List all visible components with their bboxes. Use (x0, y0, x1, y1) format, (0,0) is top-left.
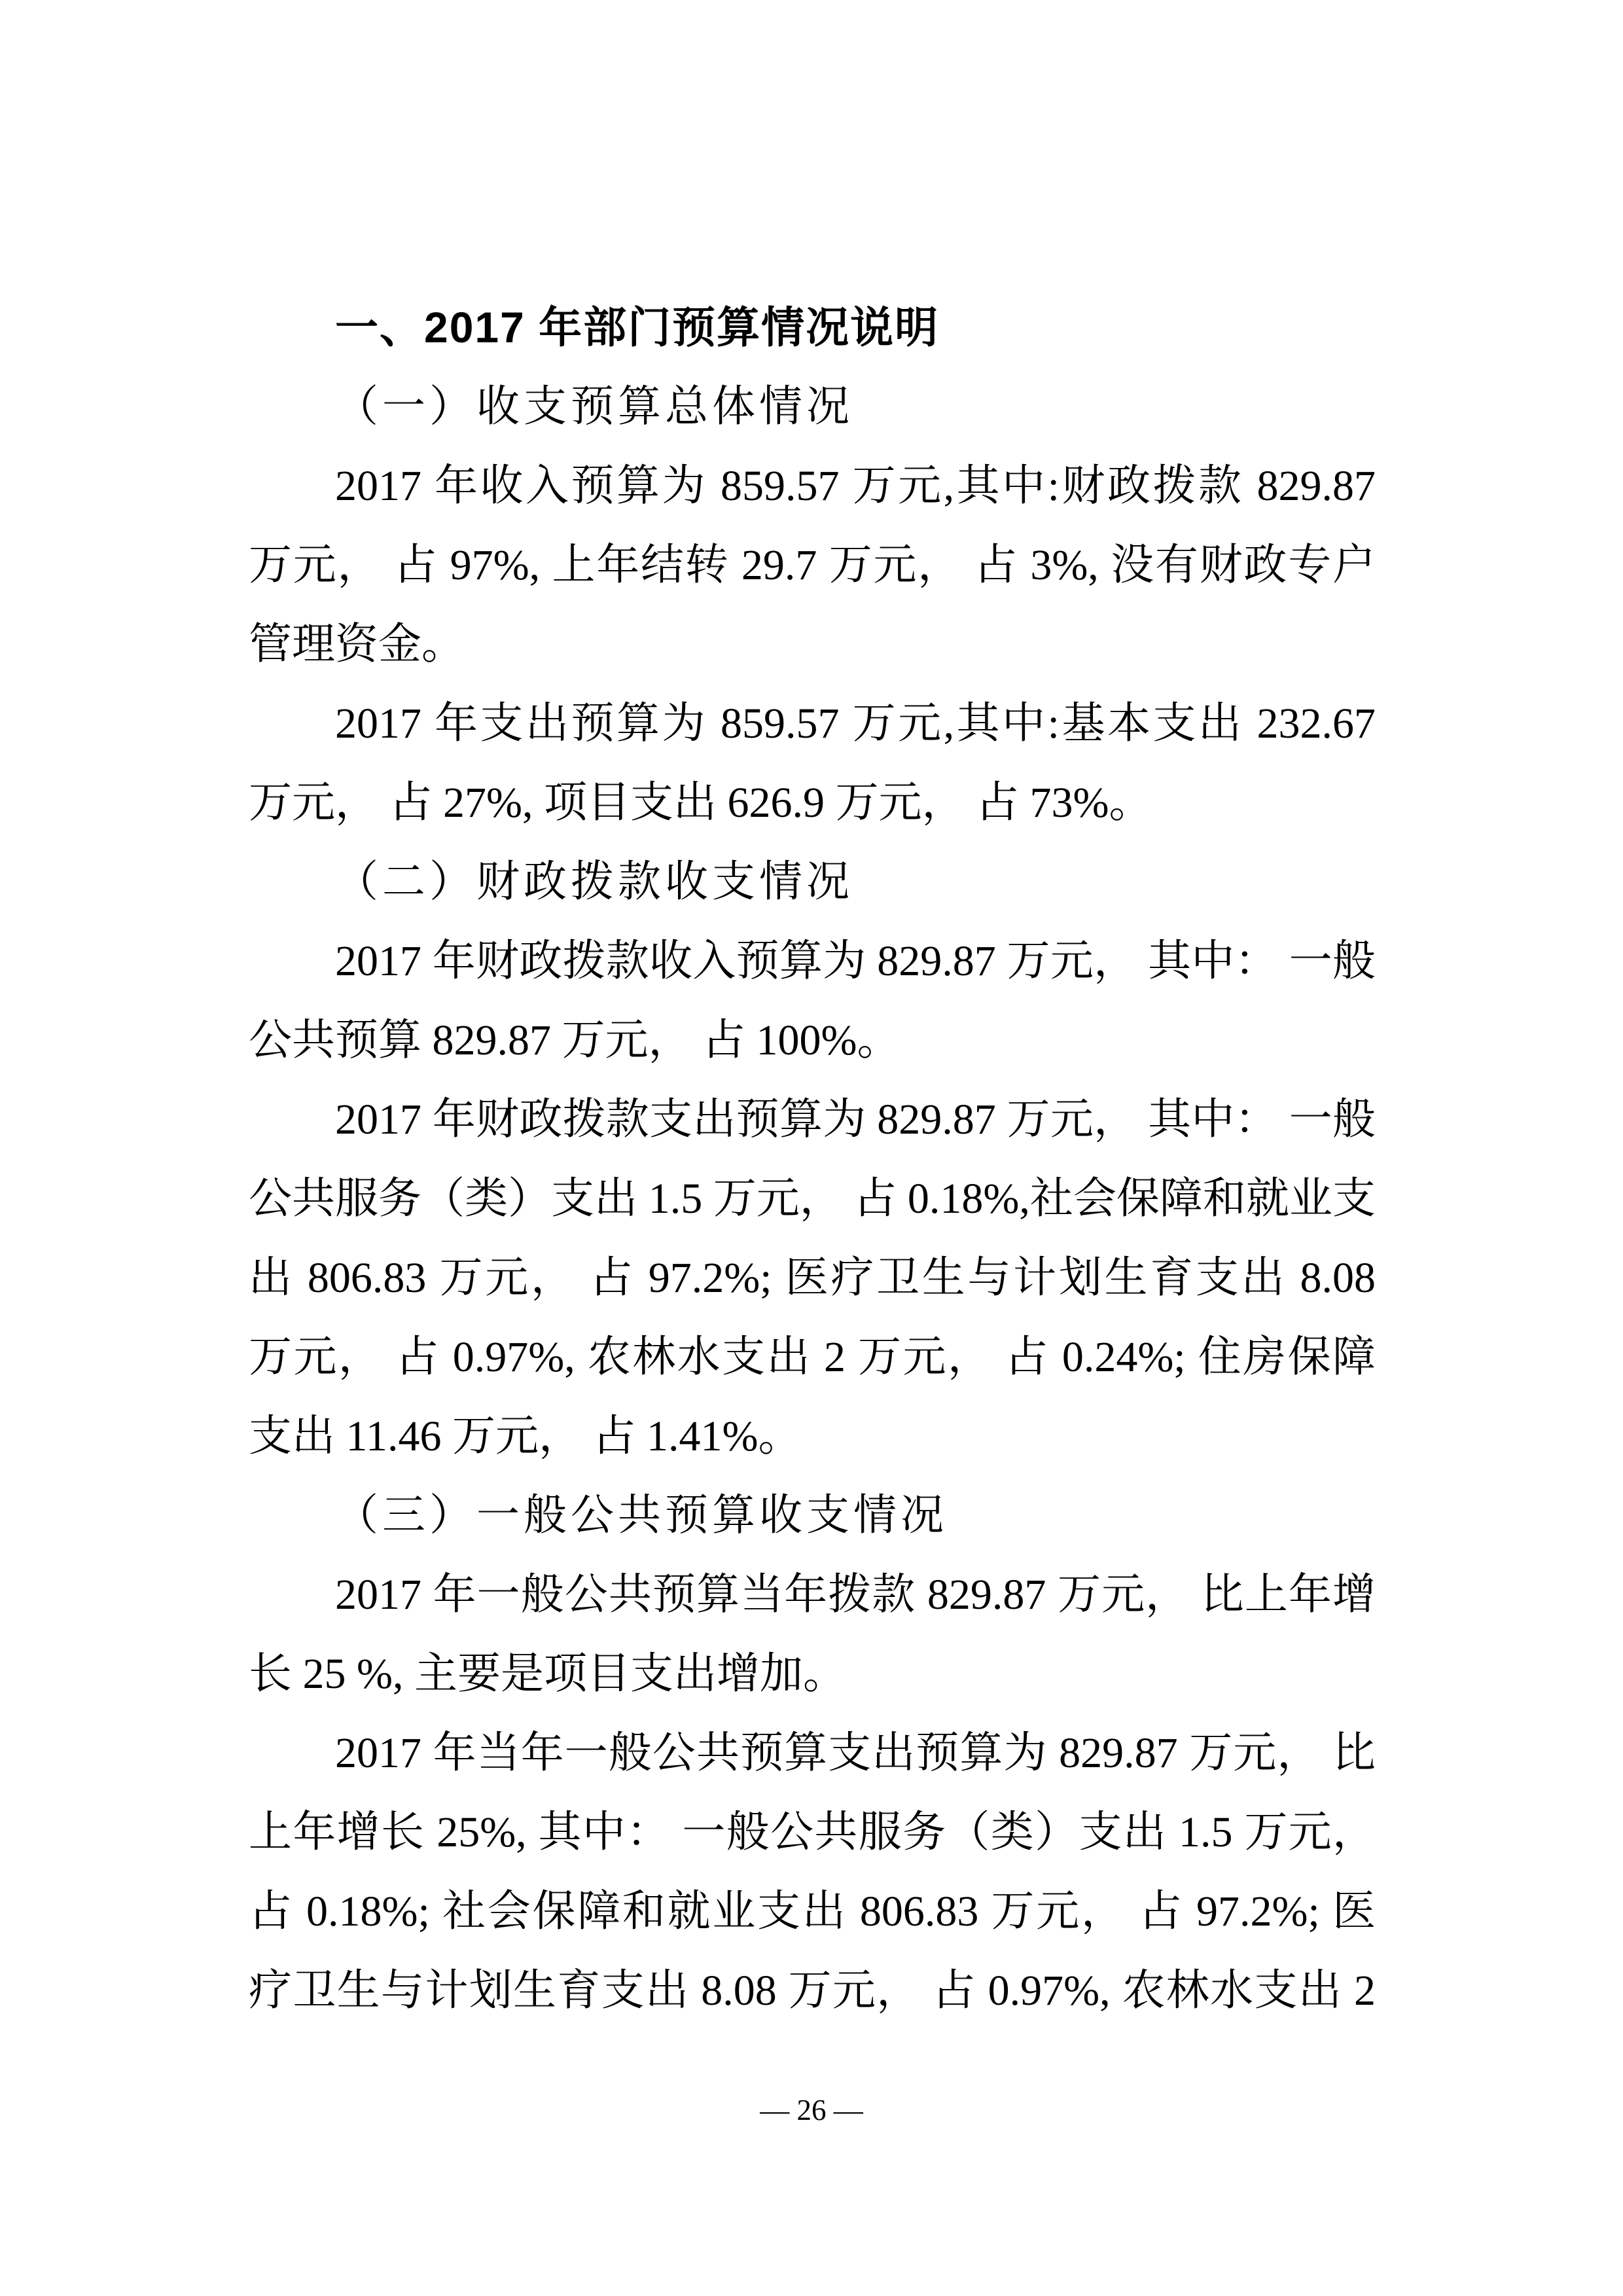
text-line: 万元， 占 27%, 项目支出 626.9 万元， 占 73%。 (249, 779, 1152, 827)
text-line: 占 0.18%; 社会保障和就业支出 806.83 万元， 占 97.2%; 医 (249, 1888, 1376, 1935)
text-line: 2017 年财政拨款支出预算为 829.87 万元， 其中： 一般 (335, 1096, 1376, 1143)
document-body (249, 288, 1376, 2030)
section-heading: 一、2017 年部门预算情况说明 (335, 303, 940, 351)
subsection-heading-3: （三）一般公共预算收支情况 (335, 1492, 948, 1539)
text-line: 支出 11.46 万元， 占 1.41%。 (249, 1412, 802, 1460)
text-line: 公共服务（类）支出 1.5 万元， 占 0.18%,社会保障和就业支 (249, 1175, 1376, 1223)
text-line: 2017 年一般公共预算当年拨款 829.87 万元， 比上年增 (335, 1571, 1376, 1619)
page-number: — 26 — (760, 2094, 863, 2126)
text-line: 2017 年当年一般公共预算支出预算为 829.87 万元， 比 (335, 1729, 1376, 1777)
text-line: 万元， 占 0.97%, 农林水支出 2 万元， 占 0.24%; 住房保障 (249, 1333, 1376, 1381)
text-line: 疗卫生与计划生育支出 8.08 万元， 占 0.97%, 农林水支出 2 (249, 1967, 1376, 2015)
subsection-heading-2: （二）财政拨款收支情况 (335, 858, 853, 906)
text-line: 管理资金。 (249, 620, 465, 668)
text-line: 长 25 %, 主要是项目支出增加。 (249, 1650, 846, 1698)
text-line: 上年增长 25%, 其中： 一般公共服务（类）支出 1.5 万元， (249, 1808, 1376, 1856)
text-line: 2017 年收入预算为 859.57 万元,其中:财政拨款 829.87 (335, 462, 1376, 510)
text-line: 万元， 占 97%, 上年结转 29.7 万元， 占 3%, 没有财政专户 (249, 541, 1376, 589)
text-line: 2017 年支出预算为 859.57 万元,其中:基本支出 232.67 (335, 700, 1376, 747)
text-line: 2017 年财政拨款收入预算为 829.87 万元， 其中： 一般 (335, 937, 1376, 985)
text-line: 公共预算 829.87 万元， 占 100%。 (249, 1016, 901, 1064)
subsection-heading-1: （一）收支预算总体情况 (335, 383, 853, 431)
text-line: 出 806.83 万元， 占 97.2%; 医疗卫生与计划生育支出 8.08 (249, 1254, 1376, 1302)
